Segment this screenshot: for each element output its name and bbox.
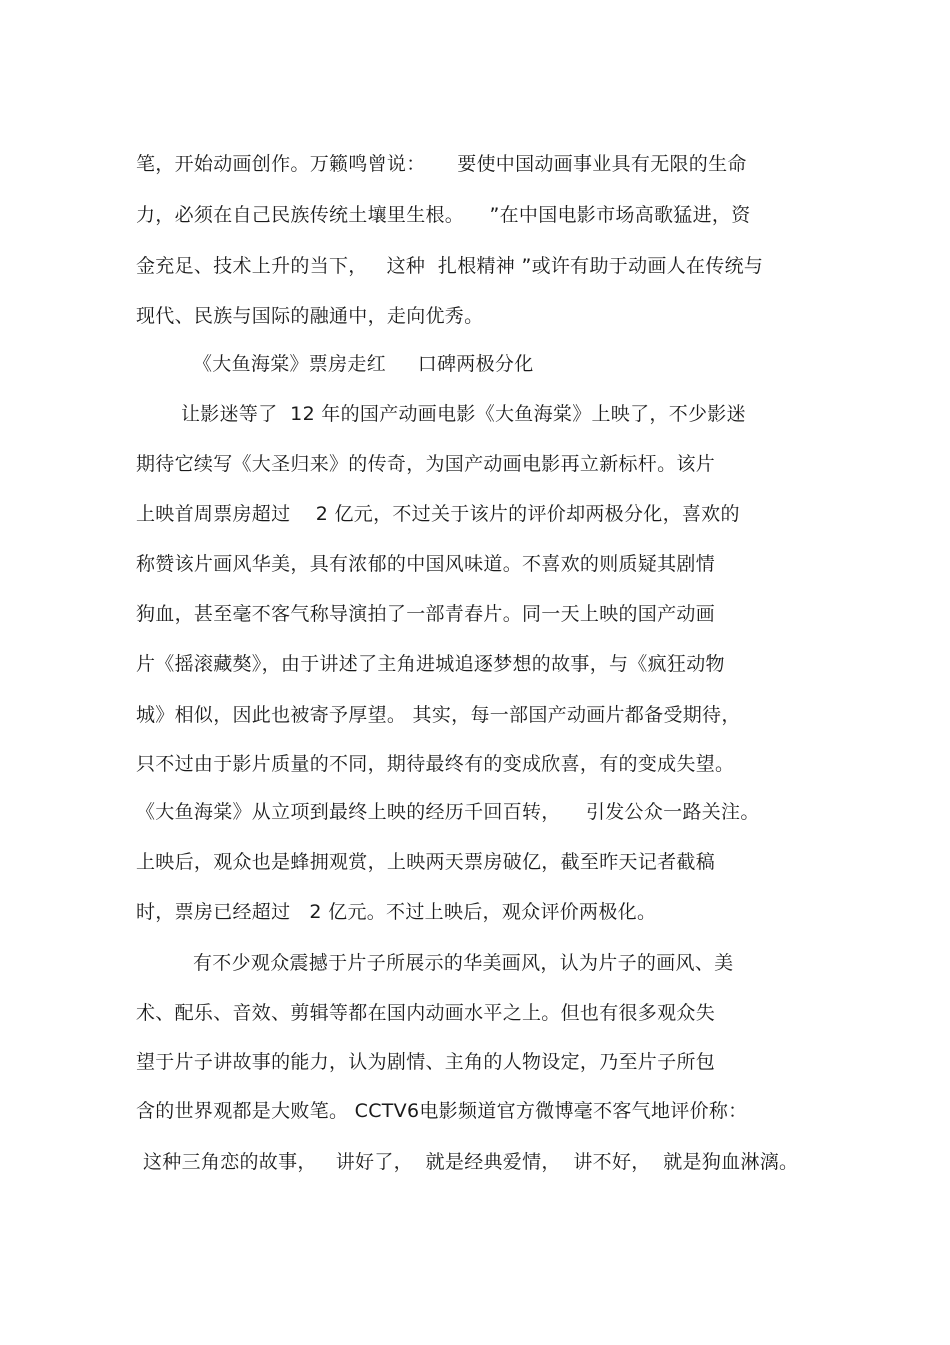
text-line: 笔，开始动画创作。万籁鸣曾说： 要使中国动画事业具有无限的生命 [136,153,747,175]
text-line: 上映后，观众也是蜂拥观赏，上映两天票房破亿，截至昨天记者截稿 [136,851,716,873]
text-line: 片《摇滚藏獒》，由于讲述了主角进城追逐梦想的故事，与《疯狂动物 [136,653,725,675]
text-line: 上映首周票房超过 2 亿元，不过关于该片的评价却两极分化，喜欢的 [136,503,740,525]
text-line: 望于片子讲故事的能力，认为剧情、主角的人物设定，乃至片子所包 [136,1051,716,1073]
text-line: 狗血，甚至毫不客气称导演拍了一部青春片。同一天上映的国产动画 [136,603,716,625]
text-line: 只不过由于影片质量的不同，期待最终有的变成欣喜，有的变成失望。 [136,753,735,775]
text-line: 有不少观众震撼于片子所展示的华美画风，认为片子的画风、美 [193,952,734,974]
text-line: 金充足、技术上升的当下， 这种 扎根精神 ”或许有助于动画人在传统与 [136,255,764,277]
text-line: 让影迷等了 12 年的国产动画电影《大鱼海棠》上映了，不少影迷 [181,403,746,425]
text-line: 城》相似，因此也被寄予厚望。 其实，每一部国产动画片都备受期待， [136,704,741,726]
text-line: 称赞该片画风华美，具有浓郁的中国风味道。不喜欢的则质疑其剧情 [136,553,716,575]
text-line: 《大鱼海棠》从立项到最终上映的经历千回百转， 引发公众一路关注。 [136,801,760,823]
text-line: 现代、民族与国际的融通中，走向优秀。 [136,305,484,327]
text-line: 时，票房已经超过 2 亿元。不过上映后，观众评价两极化。 [136,901,657,923]
section-heading: 《大鱼海棠》票房走红 口碑两极分化 [193,353,534,375]
text-line: 含的世界观都是大败笔。 CCTV6电影频道官方微博毫不客气地评价称： [136,1100,748,1122]
text-line: 术、配乐、音效、剪辑等都在国内动画水平之上。但也有很多观众失 [136,1002,716,1024]
text-line: 力，必须在自己民族传统土壤里生根。 ”在中国电影市场高歌猛进，资 [136,204,751,226]
text-line: 期待它续写《大圣归来》的传奇，为国产动画电影再立新标杆。该片 [136,453,716,475]
text-line: 这种三角恋的故事， 讲好了， 就是经典爱情， 讲不好， 就是狗血淋漓。 [143,1151,799,1173]
